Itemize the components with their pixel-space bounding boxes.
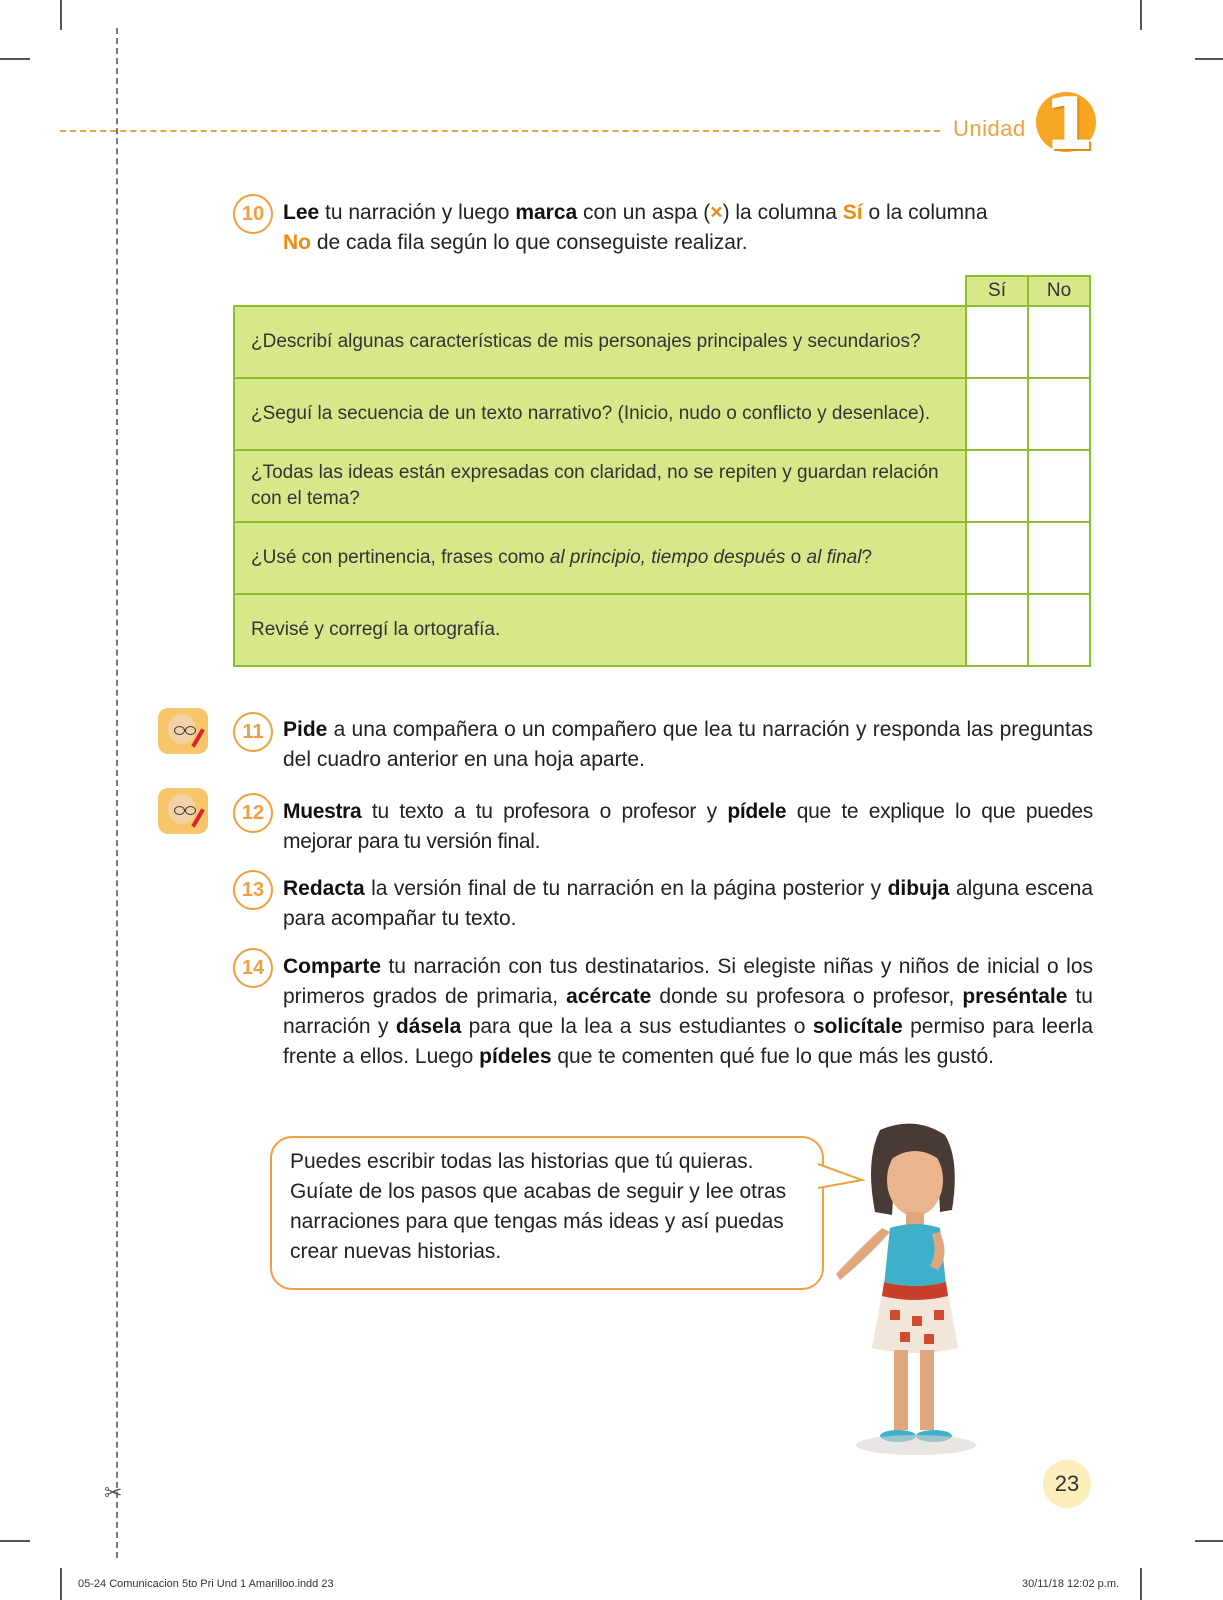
header-dashed-line [60,130,940,132]
checkbox-no[interactable] [1028,522,1090,594]
checkbox-si[interactable] [966,450,1028,522]
question-cell: ¿Todas las ideas están expresadas con claridad, no se repiten y guardan relación con el tema? [234,450,966,522]
verb: Comparte [283,955,382,978]
table-corner [234,276,966,306]
italic-text: al principio, tiempo después [549,547,786,568]
text: a una compañera o un compañero que lea tu narración y responda las preguntas del cuadro anterior en una hoja aparte. [283,718,1093,771]
text: tu narración y [283,985,1093,1038]
crop-mark [1140,0,1142,30]
text: tu narración y luego [319,201,516,224]
scissors-icon: ✂ [104,1480,123,1505]
activity-number-10: 10 [233,194,273,234]
verb: solicítale [812,1015,903,1038]
cut-line [116,28,118,1558]
verb: Muestra [283,800,362,823]
table-row [234,306,1090,378]
text: para que la lea a sus estudiantes o [461,1015,813,1038]
text: que te explique lo que puedes mejorar para tu versión final. [283,800,1093,853]
glasses-icon [185,806,196,815]
no-label: No [283,231,311,254]
verb: dásela [395,1015,462,1038]
crop-mark [0,1540,30,1542]
text: permiso para leerla frente a ellos. Luego [283,1015,1094,1068]
table-row [234,450,1090,522]
activity-number-13: 13 [233,870,273,910]
text: o [785,547,807,568]
column-header-no: No [1028,276,1090,306]
footer-date: 30/11/18 12:02 p.m. [1022,1578,1120,1590]
table-row [234,594,1090,666]
text: de cada fila según lo que conseguiste realizar. [311,231,748,254]
verb: Redacta [283,877,365,900]
checkbox-no[interactable] [1028,450,1090,522]
verb: marca [515,201,578,224]
glasses-icon [185,726,196,735]
text: tu narración con tus destinatarios. Si elegiste niñas y niños de inicial o los primeros grados de primaria, [283,955,1093,1008]
activity-number-12: 12 [233,793,273,833]
activity-10-instruction [283,198,1083,258]
verb: dibuja [887,877,950,900]
activity-14-instruction [283,952,1093,1072]
checkbox-no[interactable] [1028,306,1090,378]
verb: Pide [283,718,328,741]
checkbox-si[interactable] [966,594,1028,666]
crop-mark [0,58,30,60]
girl-illustration [820,1120,990,1460]
checkbox-si[interactable] [966,522,1028,594]
question-cell: ¿Describí algunas características de mis personajes principales y secundarios? [234,306,966,378]
table-row [234,522,1090,594]
text: tu texto a tu profesora o profesor y [361,800,728,823]
verb: pídele [727,800,787,823]
text: ? [861,547,873,568]
checkbox-no[interactable] [1028,594,1090,666]
activity-number-14: 14 [233,948,273,988]
activity-11-instruction [283,715,1093,775]
text: o la columna [862,201,988,224]
glasses-icon [174,726,185,735]
self-evaluation-table [233,275,1091,667]
si-label: Sí [842,201,863,224]
activity-13-instruction [283,874,1093,934]
crop-mark [60,0,62,30]
question-cell: ¿Seguí la secuencia de un texto narrativo? (Inicio, nudo o conflicto y desenlace). [234,378,966,450]
activity-12-instruction [283,797,1093,857]
activity-number-11: 11 [233,712,273,752]
unit-label: Unidad [953,116,1026,141]
pair-work-icon [158,708,208,754]
crop-mark [60,1568,62,1600]
text: la versión final de tu narración en la página posterior y [364,877,888,900]
checkbox-si[interactable] [966,378,1028,450]
text: que te comenten qué fue lo que más les gustó. [551,1045,994,1068]
crop-mark [1195,58,1223,60]
text: alguna escena para acompañar tu texto. [283,877,1094,930]
text: ¿Usé con pertinencia, frases como [251,547,550,568]
checkbox-si[interactable] [966,306,1028,378]
footer-file-info: 05-24 Comunicacion 5to Pri Und 1 Amarilloo.indd 23 [78,1578,334,1590]
crop-mark [1195,1540,1223,1542]
unit-number: 1 [1043,82,1095,166]
verb: Lee [283,201,320,224]
verb: preséntale [962,985,1068,1008]
question-cell [234,522,966,594]
checkbox-no[interactable] [1028,378,1090,450]
table-row [234,378,1090,450]
text: ) la columna [722,201,843,224]
glasses-icon [174,806,185,815]
crop-mark [1140,1568,1142,1600]
x-mark-icon: × [710,201,723,224]
verb: pídeles [479,1045,552,1068]
question-cell: Revisé y corregí la ortografía. [234,594,966,666]
speech-bubble-text: Puedes escribir todas las historias que tú quieras. Guíate de los pasos que acabas de seguir y lee otras narraciones para que tengas más ideas y así puedas crear nuevas historias. [290,1150,787,1263]
column-header-si: Sí [966,276,1028,306]
page-number: 23 [1043,1460,1091,1508]
teacher-icon [158,788,208,834]
verb: acércate [566,985,652,1008]
text: con un aspa ( [577,201,711,224]
italic-text: al final [806,547,862,568]
text: donde su profesora o profesor, [651,985,963,1008]
